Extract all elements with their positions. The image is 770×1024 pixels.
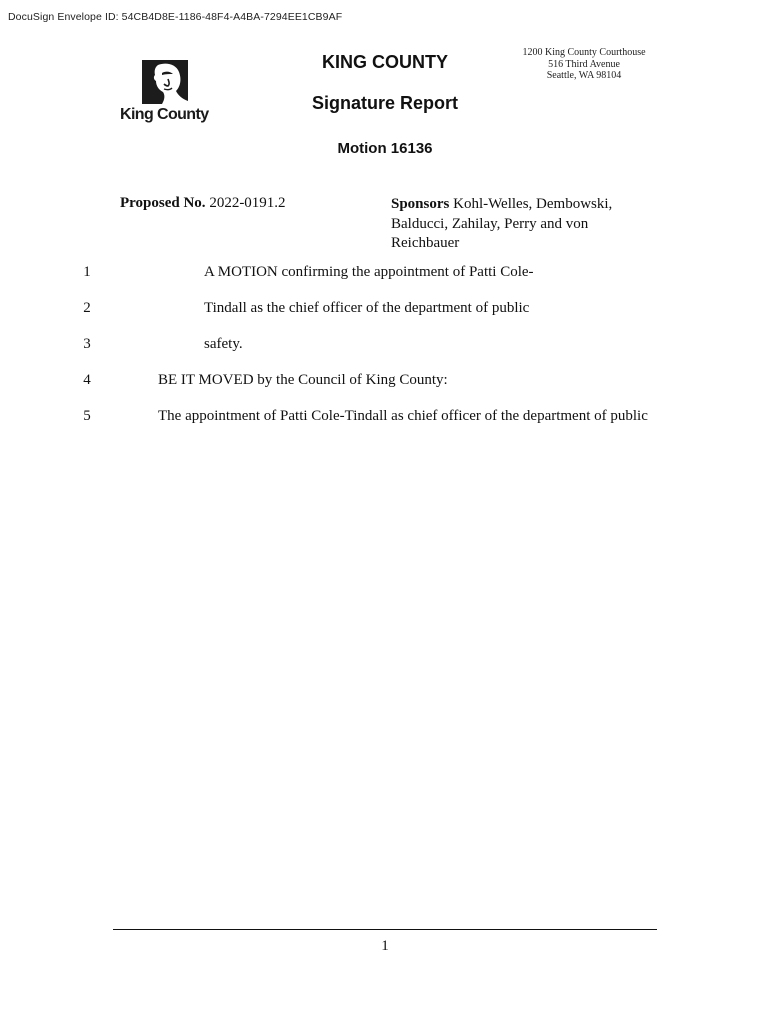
proposed-number bbox=[120, 195, 286, 212]
line-number: 1 bbox=[83, 264, 91, 280]
motion-title: Motion 16136 bbox=[337, 140, 433, 157]
line-text: safety. bbox=[204, 336, 243, 352]
logo-wordmark: King County bbox=[120, 106, 209, 123]
line-number: 3 bbox=[83, 336, 91, 352]
address-line: Seattle, WA 98104 bbox=[546, 70, 622, 81]
motion-line bbox=[0, 300, 770, 320]
line-number: 4 bbox=[83, 372, 91, 388]
line-number: 2 bbox=[83, 300, 91, 316]
address-line: 1200 King County Courthouse bbox=[522, 47, 646, 58]
address-line: 516 Third Avenue bbox=[548, 58, 620, 70]
sponsors-value: Kohl-Welles, Dembowski, Balducci, Zahilay, Perry and von Reichbauer bbox=[391, 196, 613, 251]
line-number: 5 bbox=[83, 408, 91, 424]
proposed-value: 2022-0191.2 bbox=[209, 195, 286, 211]
line-text: A MOTION confirming the appointment of Patti Cole- bbox=[204, 264, 534, 280]
docusign-envelope-id: DocuSign Envelope ID: 54CB4D8E-1186-48F4-A4BA-7294EE1CB9AF bbox=[8, 11, 343, 23]
motion-line bbox=[0, 372, 770, 392]
county-title-text: KING COUNTY bbox=[322, 52, 448, 72]
footer-divider bbox=[113, 929, 657, 930]
line-text: Tindall as the chief officer of the department of public bbox=[204, 300, 530, 316]
proposed-label: Proposed No. bbox=[120, 195, 206, 211]
sponsors bbox=[391, 195, 641, 254]
page-number: 1 bbox=[381, 938, 389, 954]
sponsors-label: Sponsors bbox=[391, 196, 450, 212]
report-title: Signature Report bbox=[311, 93, 458, 113]
motion-line bbox=[0, 336, 770, 356]
line-text: The appointment of Patti Cole-Tindall as chief officer of the department of public bbox=[158, 408, 648, 424]
motion-line bbox=[0, 408, 770, 428]
motion-line bbox=[0, 264, 770, 284]
line-text: BE IT MOVED by the Council of King County: bbox=[158, 372, 448, 388]
address-block bbox=[504, 47, 664, 82]
